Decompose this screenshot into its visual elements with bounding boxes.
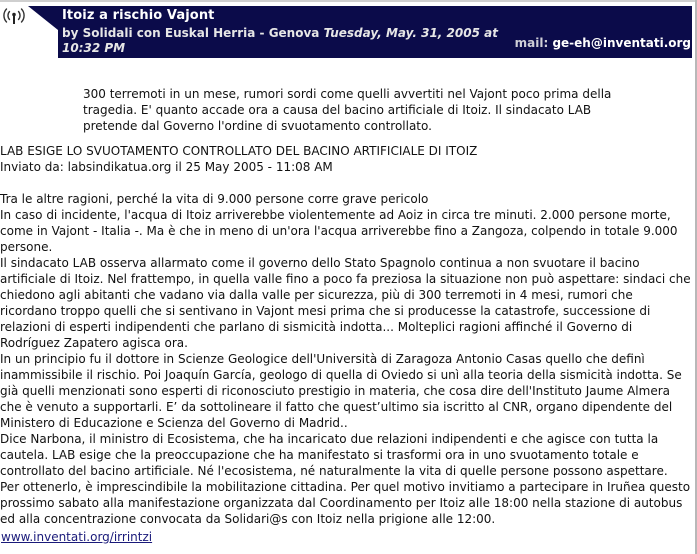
- article-body: [0, 143, 692, 527]
- mail-contact: [515, 36, 691, 50]
- article-paragraph: Il sindacato LAB osserva allarmato come il governo dello Stato Spagnolo continua a non svuotare il bacino artificiale di Itoiz. Nel frattempo, in quella valle fino a poco fa preziosa la situazione non può aspettare: sindaci che chiedono agli abitanti che vadano via dalla valle per sicurezza, più di 300 terremoti in 4 mesi, rumori che ricordano troppo quelli che si sentivano in Vajont mesi prima che si producesse la catastrofe, successione di relazioni di esperti indipendenti che parlano di sismicità indotta... Molteplici ragioni affinché il Governo di Rodríguez Zapatero agisca ora.: [0, 256, 691, 350]
- article-paragraph: In un principio fu il dottore in Scienze Geologice dell'Università di Zaragoza Antonio Casas quello che definì inammissibile il rischio. Poi Joaquín García, geologo di quella di Oviedo si unì alla teoria della sismicità indotta. Se già quelli menzionati sono esperti di riconosciuto prestigio in materia, che cosa dire dell'Instituto Jaume Almera che è venuto a supportarli. E’ da sottolineare il fatto che quest’ultimo sia iscritto al CNR, organo dipendente del Ministero di Educazione e Scienza del Governo di Madrid..: [0, 352, 682, 430]
- spacer: [0, 175, 692, 191]
- article-paragraph: Dice Narbona, il ministro di Ecosistema, che ha incaricato due relazioni indipendenti e che agisce con tutta la cautela. LAB esige che la preoccupazione che ha manifestato si trasformi ora in uno svuotamento totale e controllato del bacino artificiale. Né l'ecosistema, né naturalmente la vita di quelle persone possono aspettare.: [0, 432, 668, 478]
- article-paragraph: Per ottenerlo, è imprescindibile la mobilitazione cittadina. Per quel motivo invitiamo a partecipare in Iruñea questo prossimo sabato alla manifestazione organizzata dal Coordinamento per Itoiz alle 18:00 nella stazione di autobus ed alla concentrazione convocata da Solidari@s con Itoiz nella prigione alle 12:00.: [0, 480, 691, 526]
- article-title: Itoiz a rischio Vajont: [62, 8, 215, 23]
- irrintzi-link[interactable]: www.inventati.org/irrintzi: [1, 530, 153, 544]
- mail-label: mail:: [514, 36, 553, 50]
- article-paragraph: In caso di incidente, l'acqua di Itoiz arriverebbe violentemente ad Aoiz in circa tre minuti. 2.000 persone morte, come in Vajont - Italia -. Ma è che in meno di un'ora l'acqua arriverebbe fino a Zangoza, colpendo in totale 9.000 persone.: [0, 208, 678, 254]
- article-sent-by: Inviato da: labsindikatua.org il 25 May 2005 - 11:08 AM: [0, 160, 333, 174]
- broadcast-radio-icon: [2, 6, 26, 28]
- article-paragraph: Tra le altre ragioni, perché la vita di 9.000 persone corre grave pericolo: [0, 192, 429, 206]
- top-divider: [0, 0, 697, 2]
- article-summary: 300 terremoti in un mese, rumori sordi come quelli avvertiti nel Vajont poco prima della tragedia. E' quanto accade ora a causa del bacino artificiale di Itoiz. Il sindacato LAB pretende dal Governo l'ordine di svuotamento controllato.: [83, 87, 612, 133]
- byline-date: Tuesday, May. 31, 2005 at 10:32 PM: [62, 26, 498, 55]
- byline: [62, 26, 502, 56]
- mail-address-link[interactable]: ge-eh@inventati.org: [552, 36, 691, 50]
- article-headline: LAB ESIGE LO SVUOTAMENTO CONTROLLATO DEL BACINO ARTIFICIALE DI ITOIZ: [0, 144, 478, 158]
- byline-author: by Solidali con Euskal Herria - Genova: [62, 26, 324, 40]
